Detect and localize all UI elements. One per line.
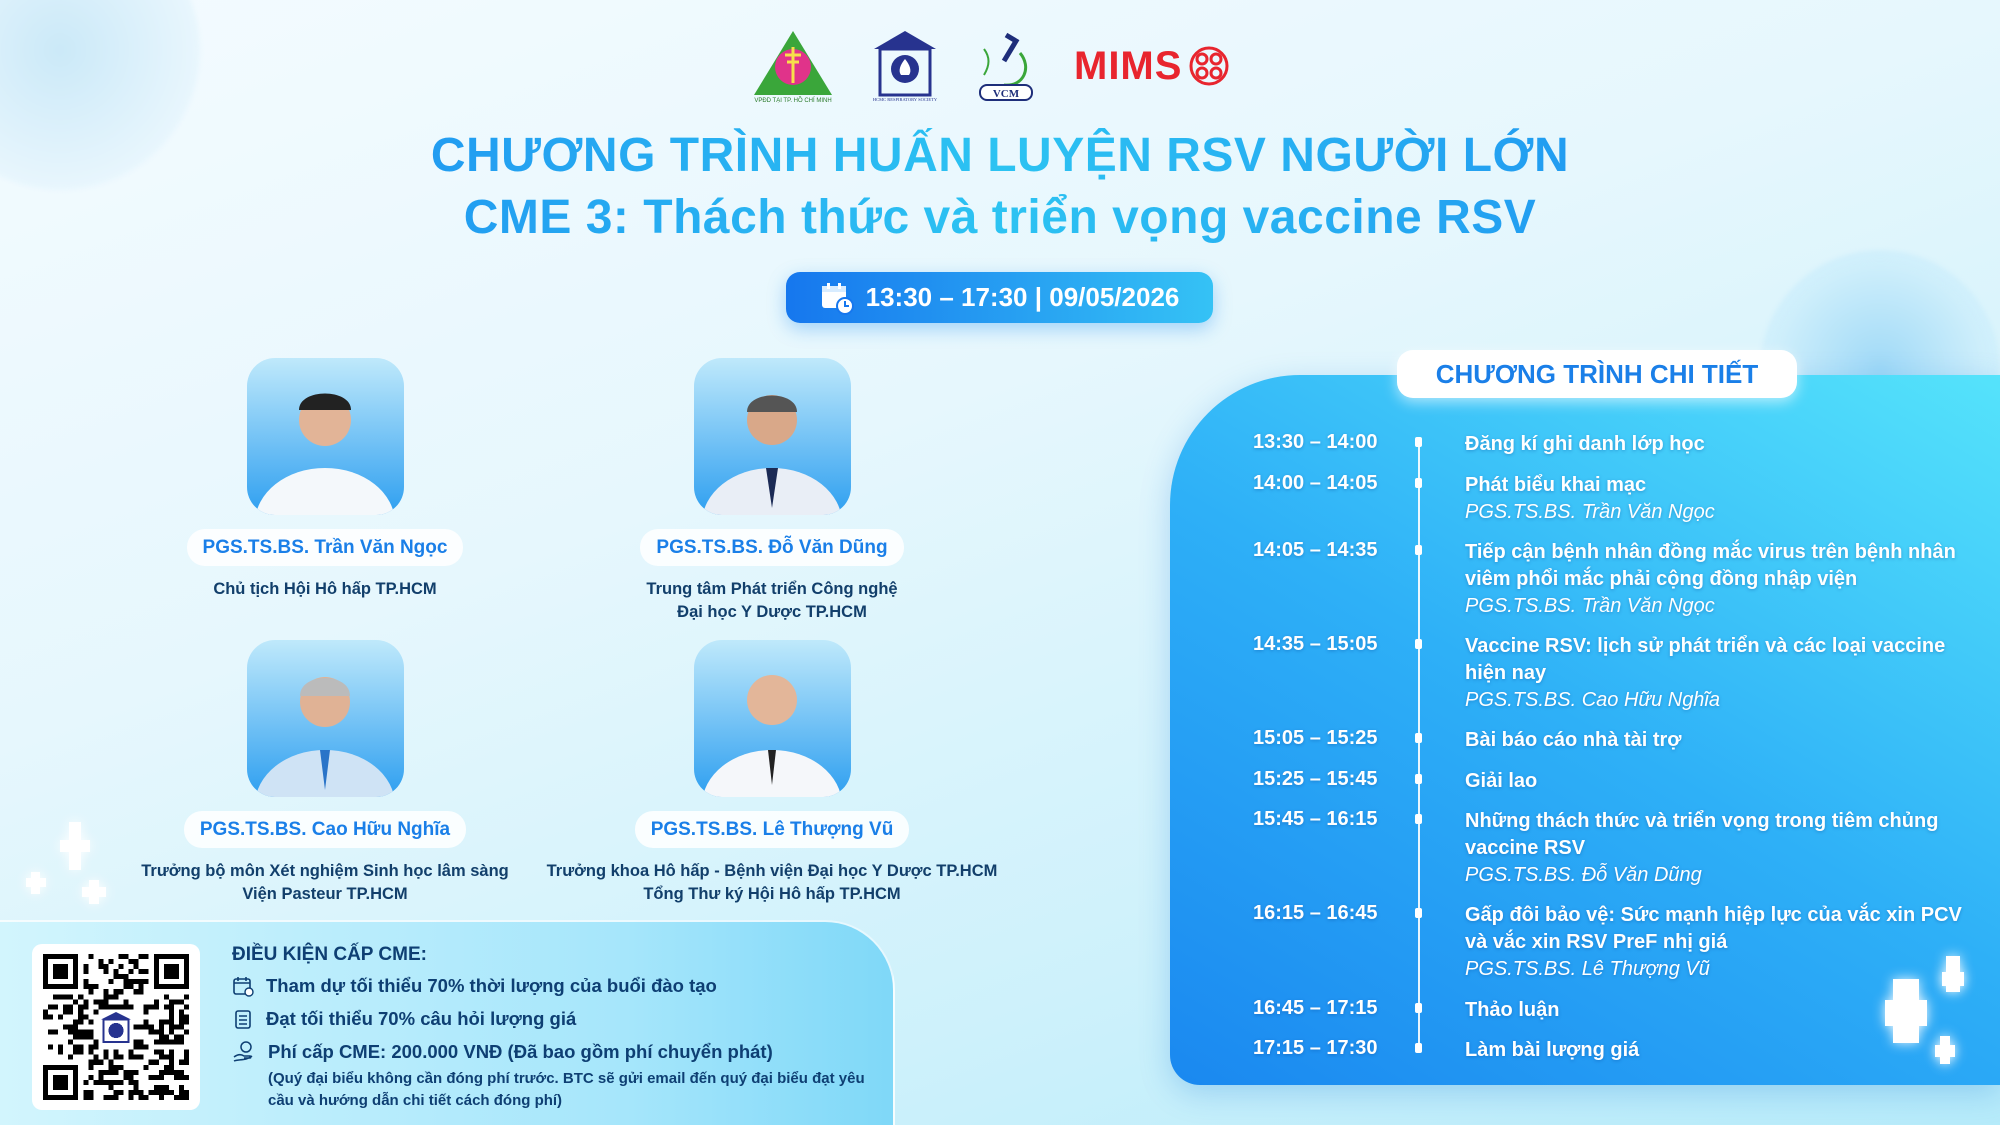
schedule-topic: Đăng kí ghi danh lớp học (1465, 433, 1705, 455)
schedule-topic: Gấp đôi bảo vệ: Sức mạnh hiệp lực của vắc xin PCV và vắc xin RSV PreF nhị giá PGS.TS.BS. Lê Thượng Vũ (1465, 902, 1965, 983)
cme-conditions-card (0, 920, 895, 1125)
timeline-dot (1415, 1003, 1422, 1013)
cme-item: Đạt tối thiểu 70% câu hỏi lượng giá (232, 1008, 576, 1030)
svg-text:HCMC RESPIRATORY SOCIETY: HCMC RESPIRATORY SOCIETY (872, 97, 938, 102)
logo-vcm (976, 29, 1036, 103)
calendar-clock-icon (820, 281, 854, 315)
mims-wordmark: MIMS (1074, 43, 1183, 88)
program-subtitle: CME 3: Thách thức và triển vọng vaccine RSV (0, 190, 2000, 245)
logo-vietnam-lung-association (752, 29, 834, 103)
speaker-card (542, 640, 1002, 906)
speaker-card (95, 640, 555, 906)
speaker-role: Chủ tịch Hội Hô hấp TP.HCM (213, 580, 437, 598)
speaker-photo (247, 640, 404, 797)
speaker-name: PGS.TS.BS. Cao Hữu Nghĩa (184, 811, 466, 848)
schedule-topic: Những thách thức và triển vọng trong tiêm chủng vaccine RSV PGS.TS.BS. Đỗ Văn Dũng (1465, 808, 1965, 889)
schedule-topic: Làm bài lượng giá (1465, 1039, 1640, 1061)
schedule-speaker: PGS.TS.BS. Cao Hữu Nghĩa (1465, 689, 1720, 711)
cme-title: ĐIỀU KIỆN CẤP CME: (232, 944, 427, 965)
qr-code[interactable] (32, 944, 200, 1110)
schedule-time: 17:15 – 17:30 (1253, 1037, 1378, 1059)
schedule-title: CHƯƠNG TRÌNH CHI TIẾT (1397, 350, 1797, 398)
schedule-topic: Giải lao (1465, 770, 1538, 792)
schedule-time: 16:45 – 17:15 (1253, 997, 1378, 1019)
timeline-line (1418, 440, 1420, 1050)
schedule-time: 14:35 – 15:05 (1253, 633, 1378, 655)
schedule-topic: Thảo luận (1465, 999, 1560, 1021)
calendar-check-icon (232, 975, 254, 997)
speaker-photo (247, 358, 404, 515)
schedule-topic: Phát biểu khai mạc PGS.TS.BS. Trần Văn Ngọc (1465, 472, 1965, 526)
speaker-role: Trung tâm Phát triển Công nghệ Đại học Y Dược TP.HCM (646, 580, 898, 621)
schedule-speaker: PGS.TS.BS. Lê Thượng Vũ (1465, 958, 1710, 980)
speaker-card (542, 358, 1002, 624)
event-datetime: 13:30 – 17:30 | 09/05/2026 (865, 282, 1180, 312)
program-title: CHƯƠNG TRÌNH HUẤN LUYỆN RSV NGƯỜI LỚN (0, 128, 2000, 183)
speaker-name: PGS.TS.BS. Đỗ Văn Dũng (640, 529, 903, 566)
schedule-speaker: PGS.TS.BS. Trần Văn Ngọc (1465, 595, 1715, 617)
speaker-photo (694, 358, 851, 515)
timeline-dot (1415, 733, 1422, 743)
speaker-name: PGS.TS.BS. Trần Văn Ngọc (187, 529, 464, 566)
cme-item: Tham dự tối thiểu 70% thời lượng của buổi đào tạo (232, 975, 717, 997)
timeline-dot (1415, 545, 1422, 555)
timeline-dot (1415, 478, 1422, 488)
schedule-topic: Bài báo cáo nhà tài trợ (1465, 729, 1682, 751)
schedule-time: 16:15 – 16:45 (1253, 902, 1378, 924)
speaker-photo (694, 640, 851, 797)
svg-text:VPĐD TẠI TP. HỒ CHÍ MINH: VPĐD TẠI TP. HỒ CHÍ MINH (754, 98, 832, 103)
speaker-role: Trưởng bộ môn Xét nghiệm Sinh học lâm sàng Viện Pasteur TP.HCM (141, 862, 509, 903)
schedule-topic: Tiếp cận bệnh nhân đồng mắc virus trên bệnh nhân viêm phổi mắc phải cộng đồng nhập viện PGS.TS.BS. Trần Văn Ngọc (1465, 539, 1965, 620)
speaker-role: Trưởng khoa Hô hấp - Bệnh viện Đại học Y Dược TP.HCM Tổng Thư ký Hội Hô hấp TP.HCM (546, 862, 998, 903)
schedule-time: 15:25 – 15:45 (1253, 768, 1378, 790)
timeline-dot (1415, 908, 1422, 918)
partner-logos (752, 28, 1252, 104)
schedule-time: 14:05 – 14:35 (1253, 539, 1378, 561)
schedule-time: 15:05 – 15:25 (1253, 727, 1378, 749)
hand-coin-icon (232, 1041, 256, 1063)
cme-item: Phí cấp CME: 200.000 VNĐ (Đã bao gồm phí chuyển phát) (232, 1041, 773, 1063)
schedule-time: 14:00 – 14:05 (1253, 472, 1378, 494)
timeline-dot (1415, 639, 1422, 649)
logo-mims (1074, 29, 1230, 103)
timeline-dot (1415, 437, 1422, 447)
speaker-card (95, 358, 555, 601)
mims-molecule-icon (1188, 45, 1230, 87)
logo-hcmc-respiratory-society (872, 29, 938, 103)
timeline-dot (1415, 774, 1422, 784)
schedule-speaker: PGS.TS.BS. Đỗ Văn Dũng (1465, 864, 1702, 886)
svg-text:VCM: VCM (992, 88, 1020, 100)
cme-note: (Quý đại biểu không cần đóng phí trước. BTC sẽ gửi email đến quý đại biểu đạt yêu cầu và hướng dẫn chi tiết cách đóng phí) (268, 1070, 865, 1109)
schedule-topic: Vaccine RSV: lịch sử phát triển và các loại vaccine hiện nay PGS.TS.BS. Cao Hữu Nghĩa (1465, 633, 1965, 714)
schedule-speaker: PGS.TS.BS. Trần Văn Ngọc (1465, 501, 1715, 523)
schedule-time: 13:30 – 14:00 (1253, 431, 1378, 453)
schedule-time: 15:45 – 16:15 (1253, 808, 1378, 830)
timeline-dot (1415, 1043, 1422, 1053)
clipboard-list-icon (232, 1008, 254, 1030)
date-badge (786, 272, 1213, 323)
timeline-dot (1415, 814, 1422, 824)
speaker-name: PGS.TS.BS. Lê Thượng Vũ (635, 811, 910, 848)
